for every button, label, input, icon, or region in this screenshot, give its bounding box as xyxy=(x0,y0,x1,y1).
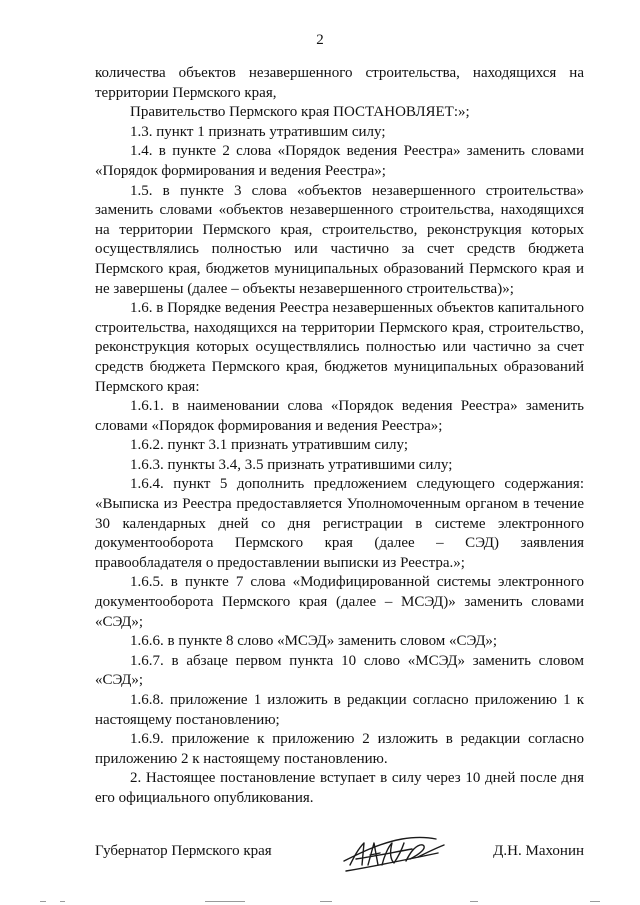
paragraph-1-6-3: 1.6.3. пункты 3.4, 3.5 признать утратившими силу; xyxy=(130,456,453,473)
paragraph-1-5: 1.5. в пункте 3 слова «объектов незавершенного строительства» заменить словами «объектов незавершенного строительства, находящихся на территории Пермского края, строительство, реконструкция которых осуществлялись полностью или частично за счет средств бюджета Пермского края, бюджетов муниципальных образований Пермского края и не завершены (далее – объекты незавершенного строительства)»; xyxy=(95,182,584,297)
paragraph-continuation: количества объектов незавершенного строительства, находящихся на территории Пермского края, xyxy=(95,65,584,101)
paragraph-1-3: 1.3. пункт 1 признать утратившим силу; xyxy=(130,123,386,140)
paragraph-1-6-4: 1.6.4. пункт 5 дополнить предложением следующего содержания: «Выписка из Реестра предоставляется Уполномоченным органом в течение 30 календарных дней со дня регистрации в системе электронного документооборота Пермского края (далее – СЭД) заявления правообладателя о предоставлении выписки из Реестра.»; xyxy=(95,476,584,571)
signatory-position: Губернатор Пермского края xyxy=(95,843,272,859)
paragraph-1-6-6: 1.6.6. в пункте 8 слово «МСЭД» заменить словом «СЭД»; xyxy=(130,633,498,650)
scan-edge-artifact xyxy=(0,895,640,905)
signatory-name: Д.Н. Махонин xyxy=(493,843,584,859)
page-number: 2 xyxy=(316,32,324,48)
paragraph-decree: Правительство Пермского края ПОСТАНОВЛЯЕТ:»; xyxy=(130,104,470,121)
document-body xyxy=(95,64,584,809)
paragraph-1-6: 1.6. в Порядке ведения Реестра незавершенных объектов капитального строительства, находящихся на территории Пермского края, строительство, реконструкция которых осуществлялись полностью или частично за счет средств бюджета Пермского края, бюджетов муниципальных образований Пермского края: xyxy=(95,300,584,395)
paragraph-1-6-9: 1.6.9. приложение к приложению 2 изложить в редакции согласно приложению 2 к настоящему постановлению. xyxy=(95,731,584,767)
paragraph-2-effective-date: 2. Настоящее постановление вступает в силу через 10 дней после дня его официального опубликования. xyxy=(95,770,584,806)
paragraph-1-6-2: 1.6.2. пункт 3.1 признать утратившим силу; xyxy=(130,437,409,454)
signature-block xyxy=(95,843,584,869)
paragraph-1-6-1: 1.6.1. в наименовании слова «Порядок ведения Реестра» заменить словами «Порядок формирования и ведения Реестра»; xyxy=(95,398,584,434)
paragraph-1-6-8: 1.6.8. приложение 1 изложить в редакции согласно приложению 1 к настоящему постановлению; xyxy=(95,692,584,728)
handwritten-signature xyxy=(340,831,450,875)
paragraph-1-6-7: 1.6.7. в абзаце первом пункта 10 слово «МСЭД» заменить словом «СЭД»; xyxy=(95,652,584,689)
paragraph-1-4: 1.4. в пункте 2 слова «Порядок ведения Реестра» заменить словами «Порядок формирования и ведения Реестра»; xyxy=(95,143,584,179)
paragraph-1-6-5: 1.6.5. в пункте 7 слова «Модифицированной системы электронного документооборота Пермского края (далее – МСЭД)» заменить словами «СЭД»; xyxy=(95,574,584,630)
